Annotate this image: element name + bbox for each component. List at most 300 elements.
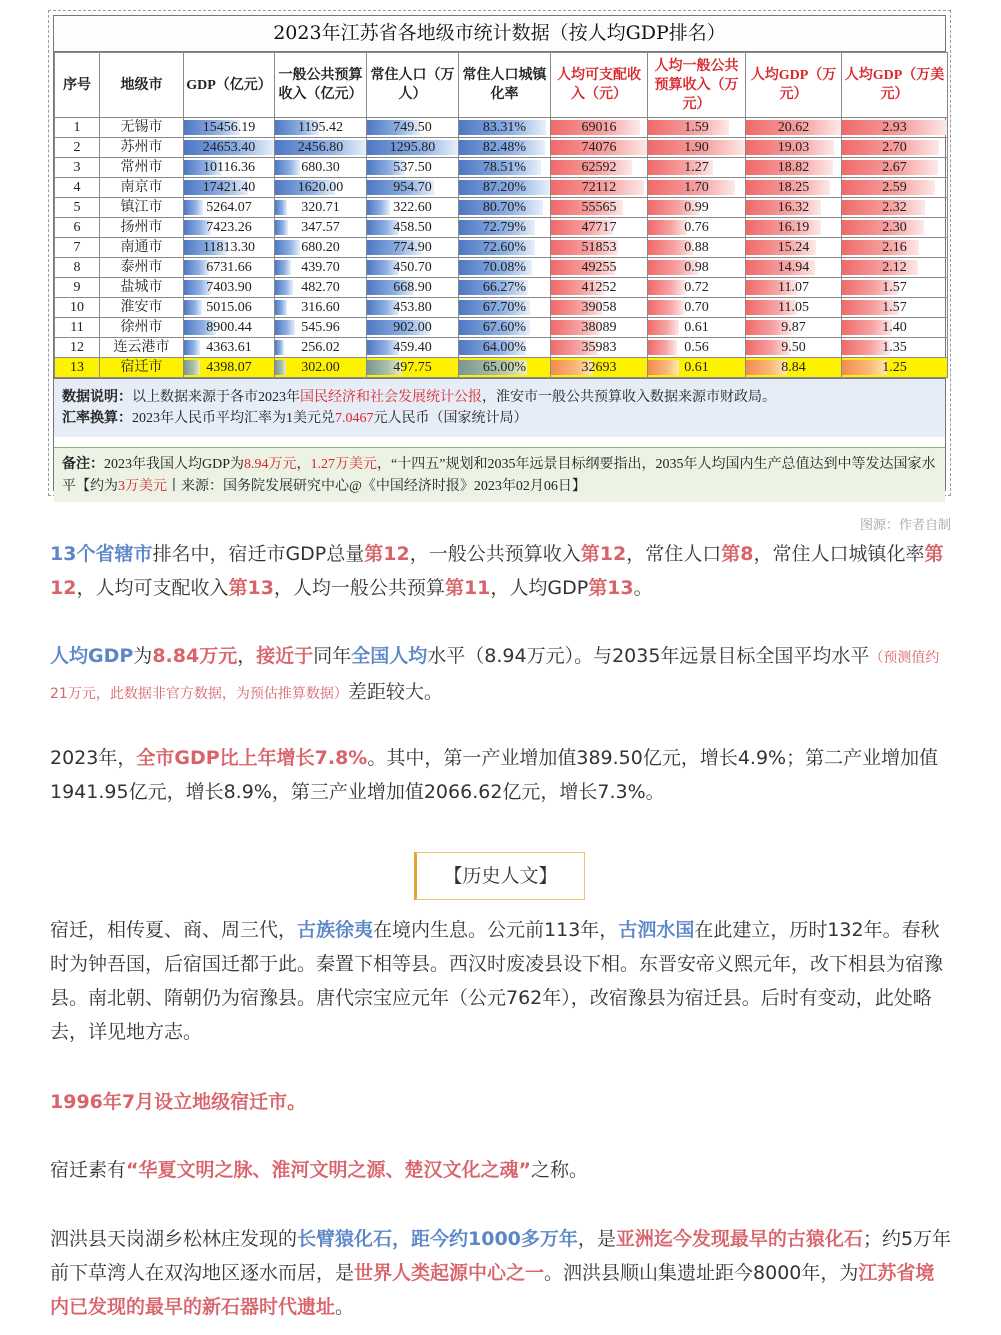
table-cell: [746, 138, 842, 158]
text-span: 第13: [228, 577, 274, 599]
text-span: （预测值约21万元，此数据非官方数据，为预估推算数据）: [50, 650, 940, 702]
text-span: 古泗水国: [618, 919, 695, 941]
table-cell: [842, 158, 948, 178]
cell-value: 2.59: [882, 180, 907, 195]
table-cell: [459, 258, 551, 278]
cell-value: 74076: [581, 140, 617, 155]
data-bar: [184, 200, 203, 215]
table-cell: [648, 178, 746, 198]
table-row: [55, 238, 948, 258]
table-cell: [55, 178, 100, 198]
table-cell: [459, 198, 551, 218]
text-span: 。: [335, 1296, 355, 1318]
data-bar: [184, 260, 209, 275]
remark-label: 备注：: [62, 457, 104, 472]
fx-text: 2023年人民币平均汇率为1美元兑: [132, 411, 335, 426]
table-cell: [459, 218, 551, 238]
table-cell: [275, 218, 367, 238]
cell-value: 8: [73, 260, 81, 275]
cell-value: 302.00: [301, 360, 340, 375]
table-cell: [551, 278, 648, 298]
cell-value: 66.27%: [482, 280, 527, 295]
cell-value: 2.67: [882, 160, 907, 175]
table-cell: [551, 318, 648, 338]
cell-value: 2.12: [882, 260, 907, 275]
text-span: 人均GDP: [50, 645, 134, 667]
table-header-row: [55, 53, 948, 118]
table-row: [55, 298, 948, 318]
data-notes: [54, 378, 945, 437]
cell-value: 55565: [581, 200, 617, 215]
cell-value: 0.98: [684, 260, 709, 275]
cell-value: 439.70: [301, 260, 340, 275]
cell-value: 常州市: [120, 160, 163, 175]
cell-value: 459.40: [393, 340, 432, 355]
table-cell: [367, 218, 459, 238]
table-cell: [459, 118, 551, 138]
table-cell: [746, 358, 842, 378]
table-cell: [184, 278, 275, 298]
cell-value: 67.70%: [482, 300, 527, 315]
table-cell: [551, 238, 648, 258]
cell-value: 徐州市: [120, 320, 163, 335]
column-header-4: 常住人口（万人）: [367, 53, 459, 118]
cell-value: 1: [73, 120, 81, 135]
cell-value: 347.57: [301, 220, 340, 235]
cell-value: 2456.80: [297, 140, 344, 155]
table-cell: [842, 178, 948, 198]
table-cell: [459, 278, 551, 298]
cell-value: 18.82: [777, 160, 810, 175]
text-span: ，人均一般公共预算: [273, 577, 445, 599]
cell-value: 4363.61: [206, 340, 252, 355]
table-cell: [551, 258, 648, 278]
table-cell: [367, 158, 459, 178]
image-caption: 图源：作者自制: [859, 518, 951, 533]
table-cell: [842, 218, 948, 238]
data-bar: [275, 240, 300, 255]
column-header-1: 地级市: [100, 53, 184, 118]
table-cell: [551, 178, 648, 198]
table-cell: [184, 218, 275, 238]
cell-value: 1.57: [882, 300, 907, 315]
cell-value: 泰州市: [120, 260, 163, 275]
table-cell: [648, 238, 746, 258]
table-cell: [746, 238, 842, 258]
data-bar: [275, 200, 287, 215]
table-cell: [648, 158, 746, 178]
cell-value: 65.00%: [482, 360, 527, 375]
table-cell: [459, 238, 551, 258]
column-header-3: 一般公共预算收入（亿元）: [275, 53, 367, 118]
text-span: 第13: [588, 577, 634, 599]
cell-value: 14.94: [777, 260, 810, 275]
text-span: 。其中，第一产业增加值389.50亿元，增长4.9%；第二产业增加值1941.95亿元，增长8.9%，第三产业增加值2066.62亿元，增长7.3%。: [50, 747, 939, 803]
data-bar: [842, 360, 887, 375]
cell-value: 316.60: [301, 300, 340, 315]
text-span: 。: [633, 577, 653, 599]
table-cell: [275, 318, 367, 338]
cell-value: 87.20%: [482, 180, 527, 195]
table-cell: [184, 198, 275, 218]
text-span: ，常住人口城镇化率: [753, 543, 925, 565]
data-bar: [648, 280, 685, 295]
cell-value: 2: [73, 140, 81, 155]
data-bar: [648, 220, 687, 235]
table-cell: [100, 278, 184, 298]
table-cell: [55, 238, 100, 258]
data-bar: [648, 300, 684, 315]
column-header-6: 人均可支配收入（元）: [551, 53, 648, 118]
table-cell: [746, 278, 842, 298]
table-cell: [100, 298, 184, 318]
table-cell: [551, 138, 648, 158]
table-cell: [275, 118, 367, 138]
column-header-0: 序号: [55, 53, 100, 118]
table-cell: [746, 258, 842, 278]
data-bar: [275, 260, 291, 275]
cell-value: 537.50: [393, 160, 432, 175]
cell-value: 7: [73, 240, 81, 255]
cell-value: 18.25: [777, 180, 810, 195]
table-cell: [551, 298, 648, 318]
cell-value: 78.51%: [482, 160, 527, 175]
table-cell: [459, 338, 551, 358]
section-title-history: 【历史人文】: [414, 852, 585, 900]
text-span: ，一般公共预算收入: [409, 543, 581, 565]
cell-value: 淮安市: [120, 300, 163, 315]
table-cell: [100, 198, 184, 218]
table-cell: [100, 318, 184, 338]
table-cell: [746, 298, 842, 318]
cell-value: 47717: [581, 220, 617, 235]
table-cell: [100, 218, 184, 238]
cell-value: 1295.80: [389, 140, 436, 155]
text-span: 长臂猿化石，距今约1000多万年: [297, 1228, 578, 1250]
remark-text-2: ，“十四五”规划和2035年远景目标纲要指出，2035年人均国内生产总值达到中等发达国家水平【约为: [62, 457, 936, 494]
text-span: 第12: [580, 543, 627, 565]
table-cell: [459, 158, 551, 178]
text-span: 第11: [444, 577, 491, 599]
data-bar: [275, 300, 287, 315]
data-bar: [275, 360, 286, 375]
cell-value: 2.16: [882, 240, 907, 255]
text-span: 世界人类起源中心之一: [354, 1262, 545, 1284]
table-cell: [184, 318, 275, 338]
data-source-note: [62, 387, 937, 408]
table-cell: [842, 358, 948, 378]
cell-value: 82.48%: [482, 140, 527, 155]
table-row: [55, 358, 948, 378]
table-cell: [459, 138, 551, 158]
text-span: 。泗洪县顺山集遗址距今8000年，为: [544, 1262, 859, 1284]
table-cell: [459, 318, 551, 338]
cell-value: 苏州市: [120, 140, 163, 155]
table-cell: [275, 338, 367, 358]
table-cell: [100, 158, 184, 178]
cell-value: 8.84: [781, 360, 806, 375]
cell-value: 连云港市: [113, 340, 170, 355]
table-cell: [184, 258, 275, 278]
text-span: 差距较大。: [347, 681, 443, 703]
cell-value: 39058: [581, 300, 617, 315]
table-cell: [367, 238, 459, 258]
cell-value: 1.90: [684, 140, 709, 155]
cell-value: 6731.66: [206, 260, 252, 275]
fx-text-2: 元人民币（国家统计局）: [373, 411, 528, 426]
table-cell: [275, 278, 367, 298]
cell-value: 1195.42: [298, 120, 343, 135]
data-bar: [184, 300, 202, 315]
table-cell: [648, 198, 746, 218]
table-cell: [55, 318, 100, 338]
cell-value: 5: [73, 200, 81, 215]
table-title: 2023年江苏省各地级市统计数据（按人均GDP排名）: [54, 16, 945, 52]
text-span: 江苏省境内已发现的最早的新石器时代遗址: [50, 1262, 935, 1318]
remark-value-3: 3万美元: [118, 479, 167, 494]
table-cell: [648, 338, 746, 358]
cell-value: 13: [70, 360, 84, 375]
table-cell: [842, 238, 948, 258]
table-cell: [184, 158, 275, 178]
text-span: ，人均GDP: [490, 577, 589, 599]
fx-note: [62, 408, 937, 429]
cell-value: 11: [70, 320, 84, 335]
cell-value: 19.03: [777, 140, 810, 155]
table-cell: [55, 278, 100, 298]
cell-value: 72112: [581, 180, 617, 195]
history-paragraph: [50, 913, 952, 1049]
data-bar: [648, 320, 679, 335]
table-cell: [184, 138, 275, 158]
table-cell: [184, 358, 275, 378]
text-span: 水平（8.94万元）。与2035年远景目标全国平均水平: [427, 645, 870, 667]
text-span: “华夏文明之脉、淮河文明之源、楚汉文化之魂”: [126, 1159, 531, 1181]
table-cell: [367, 338, 459, 358]
cell-value: 67.60%: [482, 320, 527, 335]
cell-value: 盐城市: [120, 280, 163, 295]
table-cell: [746, 178, 842, 198]
text-span: 古族徐夷: [297, 919, 374, 941]
text-span: 8.84万元: [152, 645, 238, 667]
table-cell: [367, 298, 459, 318]
cell-value: 256.02: [301, 340, 340, 355]
table-cell: [55, 218, 100, 238]
cell-value: 南京市: [120, 180, 163, 195]
table-cell: [746, 198, 842, 218]
cell-value: 南通市: [120, 240, 163, 255]
cell-value: 450.70: [393, 260, 432, 275]
table-cell: [746, 158, 842, 178]
data-bar: [275, 160, 300, 175]
cell-value: 72.60%: [482, 240, 527, 255]
cell-value: 320.71: [301, 200, 340, 215]
table-cell: [184, 178, 275, 198]
text-span: 排名中，宿迁市GDP总量: [152, 543, 365, 565]
cell-value: 15456.19: [202, 120, 256, 135]
table-cell: [275, 138, 367, 158]
table-cell: [55, 158, 100, 178]
table-cell: [648, 298, 746, 318]
cell-value: 774.90: [393, 240, 432, 255]
cell-value: 680.20: [301, 240, 340, 255]
text-span: 2023年，: [50, 747, 137, 769]
table-cell: [100, 338, 184, 358]
stats-table: [53, 15, 946, 494]
cell-value: 10116.36: [203, 160, 255, 175]
cell-value: 5264.07: [206, 200, 252, 215]
table-cell: [746, 338, 842, 358]
table-cell: [648, 118, 746, 138]
table-cell: [55, 338, 100, 358]
table-cell: [275, 198, 367, 218]
data-bar: [184, 360, 200, 375]
remark-text: 2023年我国人均GDP为: [104, 457, 245, 472]
fx-label: 汇率换算：: [62, 411, 132, 426]
cell-value: 1.27: [684, 160, 709, 175]
cell-value: 9.87: [781, 320, 806, 335]
table-cell: [842, 278, 948, 298]
cell-value: 扬州市: [120, 220, 163, 235]
stats-table-frame: [48, 10, 951, 496]
cell-value: 2.30: [882, 220, 907, 235]
table-cell: [551, 358, 648, 378]
table-cell: [842, 118, 948, 138]
data-bar: [275, 320, 295, 335]
table-cell: [648, 358, 746, 378]
gdp-per-capita-paragraph: [50, 639, 952, 711]
cell-value: 749.50: [393, 120, 432, 135]
table-row: [55, 338, 948, 358]
cell-value: 0.99: [684, 200, 709, 215]
table-cell: [842, 318, 948, 338]
table-row: [55, 158, 948, 178]
cell-value: 15.24: [777, 240, 810, 255]
growth-paragraph: [50, 741, 952, 809]
cell-value: 38089: [581, 320, 617, 335]
table-cell: [367, 358, 459, 378]
cell-value: 11.07: [778, 280, 809, 295]
cell-value: 7403.90: [206, 280, 252, 295]
table-cell: [100, 258, 184, 278]
data-bar: [648, 360, 679, 375]
data-bar: [648, 340, 677, 355]
table-cell: [100, 238, 184, 258]
cell-value: 0.72: [684, 280, 709, 295]
table-cell: [275, 258, 367, 278]
cell-value: 4398.07: [206, 360, 252, 375]
cell-value: 322.60: [393, 200, 432, 215]
table-cell: [842, 298, 948, 318]
text-span: 接近于: [256, 645, 314, 667]
cell-value: 41252: [581, 280, 617, 295]
data-source-text-2: ，淮安市一般公共预算收入数据来源市财政局。: [482, 390, 776, 405]
remark-value-1: 8.94万元: [244, 457, 297, 472]
text-span: 宿迁素有: [50, 1159, 127, 1181]
cell-value: 0.61: [684, 360, 709, 375]
cell-value: 无锡市: [120, 120, 163, 135]
cell-value: 545.96: [301, 320, 340, 335]
text-span: 宿迁，相传夏、商、周三代，: [50, 919, 298, 941]
table-cell: [842, 198, 948, 218]
text-span: 在境内生息。公元前113年，: [373, 919, 619, 941]
cell-value: 6: [73, 220, 81, 235]
cell-value: 954.70: [393, 180, 432, 195]
cell-value: 24653.40: [202, 140, 256, 155]
cell-value: 0.61: [684, 320, 709, 335]
text-span: 亚洲迄今发现最早的古猿化石: [615, 1228, 863, 1250]
table-cell: [275, 238, 367, 258]
text-span: 为: [133, 645, 153, 667]
column-header-8: 人均GDP（万元）: [746, 53, 842, 118]
table-cell: [367, 258, 459, 278]
data-bar: [275, 340, 284, 355]
table-cell: [367, 178, 459, 198]
table-cell: [367, 118, 459, 138]
cell-value: 1.40: [882, 320, 907, 335]
data-bar: [275, 220, 288, 235]
remark-sep: ，: [296, 457, 311, 472]
cell-value: 0.70: [684, 300, 709, 315]
table-row: [55, 318, 948, 338]
reputation-paragraph: [50, 1153, 952, 1187]
table-cell: [746, 118, 842, 138]
cell-value: 8900.44: [206, 320, 252, 335]
cell-value: 5015.06: [206, 300, 252, 315]
cell-value: 17421.40: [202, 180, 256, 195]
table-row: [55, 118, 948, 138]
column-header-7: 人均一般公共预算收入（万元）: [648, 53, 746, 118]
table-row: [55, 178, 948, 198]
table-cell: [648, 278, 746, 298]
cell-value: 16.19: [777, 220, 810, 235]
stats-grid: [54, 52, 948, 378]
table-cell: [275, 358, 367, 378]
table-cell: [842, 338, 948, 358]
text-span: 第12: [50, 543, 944, 599]
text-span: ，常住人口: [626, 543, 722, 565]
cell-value: 902.00: [393, 320, 432, 335]
column-header-9: 人均GDP（万美元）: [842, 53, 948, 118]
archaeology-paragraph: [50, 1222, 952, 1324]
table-cell: [275, 298, 367, 318]
cell-value: 49255: [581, 260, 617, 275]
table-cell: [648, 318, 746, 338]
table-cell: [459, 178, 551, 198]
cell-value: 1.59: [684, 120, 709, 135]
cell-value: 72.79%: [482, 220, 527, 235]
cell-value: 64.00%: [482, 340, 527, 355]
table-cell: [367, 138, 459, 158]
cell-value: 20.62: [777, 120, 810, 135]
text-span: 全市GDP比上年增长7.8%: [136, 747, 368, 769]
table-cell: [551, 218, 648, 238]
cell-value: 12: [70, 340, 84, 355]
table-cell: [842, 138, 948, 158]
cell-value: 2.32: [882, 200, 907, 215]
cell-value: 51853: [581, 240, 617, 255]
cell-value: 1.70: [684, 180, 709, 195]
cell-value: 11813.30: [203, 240, 255, 255]
data-source-label: 数据说明：: [62, 390, 132, 405]
remark-text-3: 丨来源：国务院发展研究中心@《中国经济时报》2023年02月06日】: [167, 479, 586, 494]
table-body: [55, 118, 948, 378]
cell-value: 镇江市: [120, 200, 163, 215]
cell-value: 2.70: [882, 140, 907, 155]
fx-rate: 7.0467: [335, 411, 374, 426]
table-row: [55, 138, 948, 158]
cell-value: 32693: [581, 360, 617, 375]
